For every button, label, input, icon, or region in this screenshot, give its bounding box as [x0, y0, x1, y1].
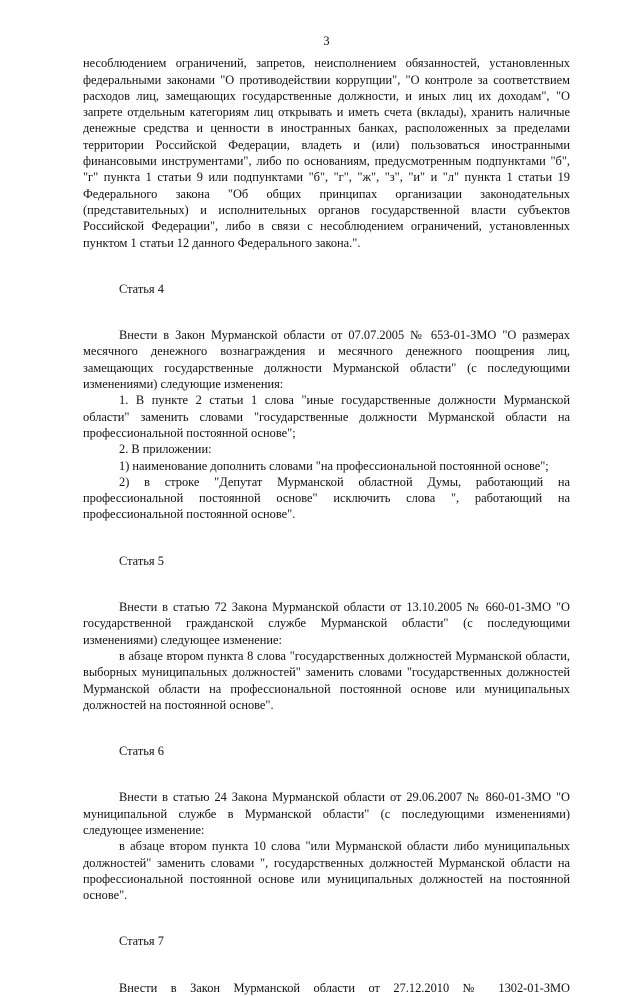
article-4-paragraph-3: 2. В приложении: — [119, 442, 212, 457]
article-4-paragraph-2: 1. В пункте 2 статьи 1 слова "иные государственные должности Мурманской области" заменить словами "государственные должности Мурманской области на профессиональной постоянной основе"; — [83, 393, 570, 440]
article-4-heading: Статья 4 — [119, 281, 164, 296]
article-7-heading: Статья 7 — [119, 934, 164, 949]
article-4-paragraph-1: Внести в Закон Мурманской области от 07.07.2005 № 653-01-ЗМО "О размерах месячного денежного вознаграждения и месячного денежного поощрения лиц, замещающих государственные должности Мурманской области" (с последующими изменениями) следующие изменения: — [83, 328, 570, 392]
article-7-paragraph-1: Внести в Закон Мурманской области от 27.12.2010 № 1302-01-ЗМО — [119, 980, 570, 995]
article-5-paragraph-1: Внести в статью 72 Закона Мурманской области от 13.10.2005 № 660-01-ЗМО "О государственной гражданской службе Мурманской области" (с последующими изменениями) следующее изменение: — [83, 600, 570, 647]
article-6-heading: Статья 6 — [119, 744, 164, 759]
intro-paragraph: несоблюдением ограничений, запретов, неисполнением обязанностей, установленных федеральными законами "О противодействии коррупции", "О контроле за соответствием расходов лиц, замещающих государственные должности, и иных лиц их доходам", "О запрете отдельным категориям лиц открывать и иметь счета (вклады), хранить наличные денежные средства и ценности в иностранных банках, расположенных за пределами территории Российской Федерации, владеть и (или) пользоваться иностранными финансовыми инструментами", либо по основаниям, предусмотренным подпунктами "б", "г" пункта 1 статьи 9 или подпунктами "б", "г", "ж", "з", "и" и "л" пункта 1 статьи 19 Федерального закона "Об общих принципах организации законодательных (представительных) и исполнительных органов государственной власти субъектов Российской Федерации", либо в связи с несоблюдением ограничений, установленных пунктом 1 статьи 12 данного Федерального закона.". — [83, 56, 570, 250]
article-4-paragraph-4: 1) наименование дополнить словами "на профессиональной постоянной основе"; — [119, 458, 549, 473]
page-number: 3 — [323, 34, 330, 48]
article-5-heading: Статья 5 — [119, 553, 164, 568]
article-6-paragraph-1: Внести в статью 24 Закона Мурманской области от 29.06.2007 № 860-01-ЗМО "О муниципальной службе в Мурманской области" (с последующими изменениями) следующее изменение: — [83, 790, 570, 837]
article-5-paragraph-2: в абзаце втором пункта 8 слова "государственных должностей Мурманской области, выборных муниципальных должностей" заменить словами "государственных должностей Мурманской области на профессиональной постоянной основе или муниципальных должностей на постоянной основе". — [83, 648, 570, 712]
article-4-paragraph-5: 2) в строке "Депутат Мурманской областной Думы, работающий на профессиональной постоянной основе" исключить слова ", работающий на профессиональной постоянной основе". — [83, 474, 570, 522]
article-6-paragraph-2: в абзаце втором пункта 10 слова "или Мурманской области либо муниципальных должностей" заменить словами ", государственных должностей Мурманской области на профессиональной постоянной основе или муниципальных должностей на постоянной основе". — [83, 839, 570, 903]
